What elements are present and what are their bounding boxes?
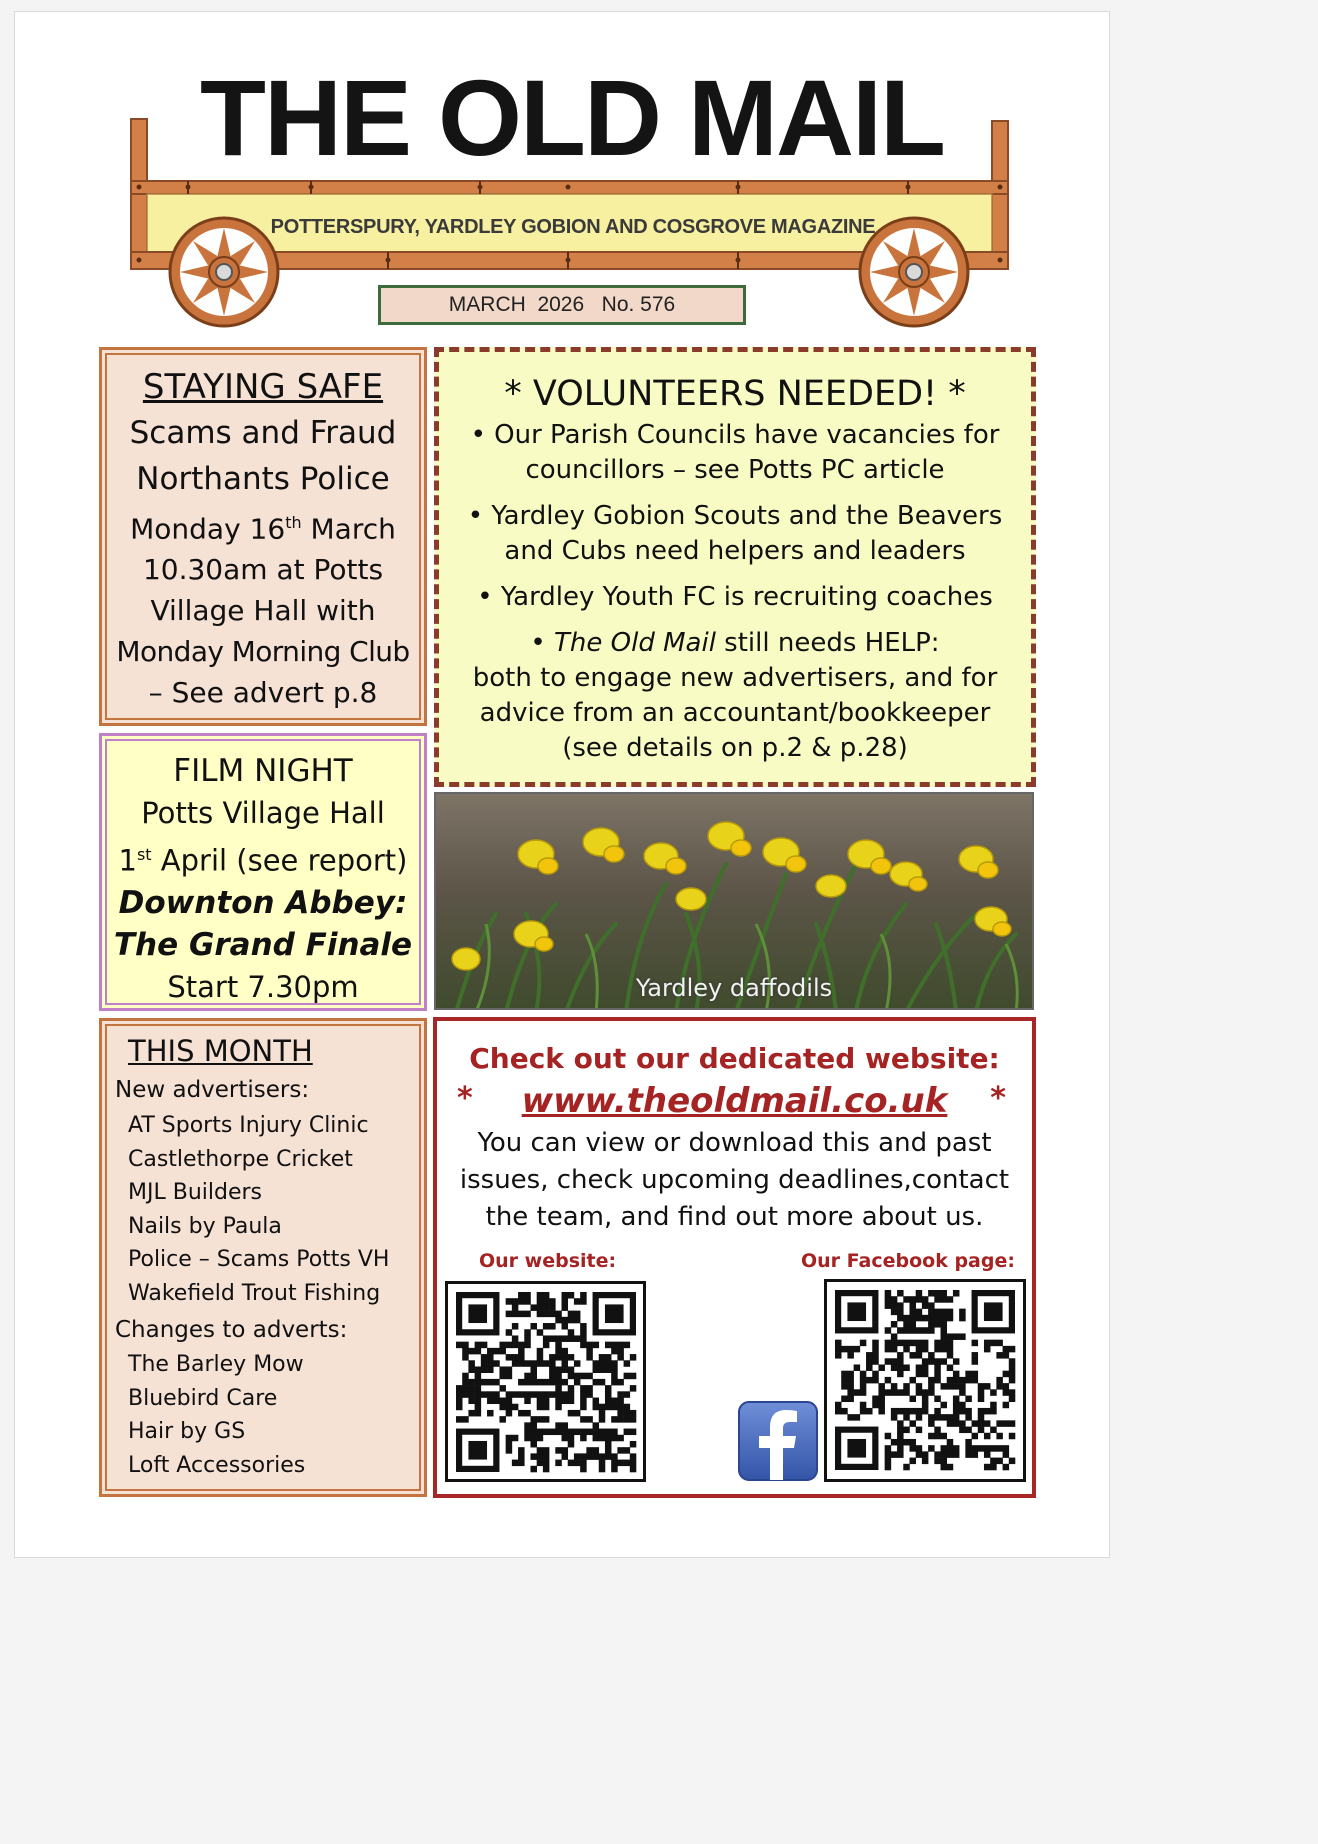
volunteer-item-2a: • Yardley Gobion Scouts and the Beavers [467, 501, 1003, 531]
star-right: * [990, 1081, 1006, 1116]
qr-website-label: Our website: [479, 1250, 617, 1272]
staying-safe-venue: Village Hall with [150, 594, 376, 628]
staying-safe-box [99, 347, 427, 726]
qr-facebook-label: Our Facebook page: [801, 1250, 1015, 1272]
facebook-icon[interactable] [737, 1400, 819, 1482]
this-month-heading: THIS MONTH [128, 1034, 313, 1068]
list-item: Loft Accessories [128, 1452, 306, 1478]
list-item: MJL Builders [128, 1180, 262, 1205]
list-item: Bluebird Care [128, 1385, 278, 1411]
this-month-box [99, 1018, 427, 1497]
film-title-line2: The Grand Finale [113, 926, 413, 963]
new-advertisers-list [128, 1109, 389, 1310]
star-left: * [457, 1081, 473, 1116]
staying-safe-heading: STAYING SAFE [142, 367, 384, 407]
website-text-line1: You can view or download this and past [477, 1128, 992, 1158]
list-item: Castlethorpe Cricket [128, 1146, 353, 1172]
film-night-box [99, 733, 427, 1011]
website-box [433, 1017, 1036, 1498]
film-night-heading: FILM NIGHT [173, 753, 353, 789]
film-title-line1: Downton Abbey: [118, 884, 408, 921]
website-text-line3: the team, and find out more about us. [485, 1202, 984, 1232]
list-item: Nails by Paula [128, 1213, 282, 1239]
film-night-date: 1st April (see report) [118, 843, 408, 878]
volunteer-item-4c: advice from an accountant/bookkeeper [479, 698, 991, 728]
volunteer-item-1b: councillors – see Potts PC article [525, 455, 945, 485]
daffodils-photo [434, 792, 1034, 1010]
staying-safe-time: 10.30am at Potts [142, 553, 384, 587]
issue-number: MARCH 2026 No. 576 [378, 285, 746, 325]
website-link[interactable]: www.theoldmail.co.uk [521, 1081, 948, 1121]
list-item: Hair by GS [128, 1419, 246, 1444]
list-item: AT Sports Injury Clinic [128, 1113, 369, 1138]
volunteer-item-4d: (see details on p.2 & p.28) [562, 733, 908, 763]
staying-safe-date: Monday 16th March [130, 512, 396, 546]
volunteer-item-3: • Yardley Youth FC is recruiting coaches [477, 582, 993, 612]
website-url-row [437, 1079, 1032, 1125]
list-item: The Barley Mow [128, 1352, 304, 1377]
staying-safe-advert-ref: – See advert p.8 [148, 676, 378, 710]
new-advertisers-label: New advertisers: [115, 1077, 310, 1103]
volunteer-item-4b: both to engage new advertisers, and for [472, 663, 998, 693]
staying-safe-organiser: Northants Police [136, 461, 390, 497]
website-text-line2: issues, check upcoming deadlines,contact [459, 1165, 1010, 1195]
changes-list [128, 1348, 305, 1482]
film-night-venue: Potts Village Hall [141, 796, 385, 830]
staying-safe-club: Monday Morning Club [116, 635, 410, 669]
qr-code-icon [448, 1284, 643, 1479]
list-item: Wakefield Trout Fishing [128, 1280, 381, 1306]
masthead-subtitle: POTTERSPURY, YARDLEY GOBION AND COSGROVE MAGAZINE [270, 216, 876, 238]
film-night-start: Start 7.30pm [167, 969, 359, 1004]
volunteer-item-4a: • The Old Mail still needs HELP: [530, 628, 940, 658]
staying-safe-topic: Scams and Fraud [129, 415, 397, 451]
volunteers-heading: * VOLUNTEERS NEEDED! * [504, 374, 966, 414]
volunteer-item-1a: • Our Parish Councils have vacancies for [470, 420, 1000, 450]
volunteer-item-2b: and Cubs need helpers and leaders [504, 536, 966, 566]
website-qr-code[interactable] [445, 1281, 646, 1482]
list-item: Police – Scams Potts VH [128, 1247, 390, 1272]
qr-code-icon [827, 1282, 1023, 1479]
masthead-title: THE OLD MAIL [200, 57, 944, 178]
volunteers-box [434, 347, 1036, 787]
website-heading: Check out our dedicated website: [469, 1042, 1000, 1075]
photo-caption: Yardley daffodils [635, 974, 833, 1002]
changes-label: Changes to adverts: [115, 1317, 348, 1343]
facebook-qr-code[interactable] [824, 1279, 1026, 1482]
